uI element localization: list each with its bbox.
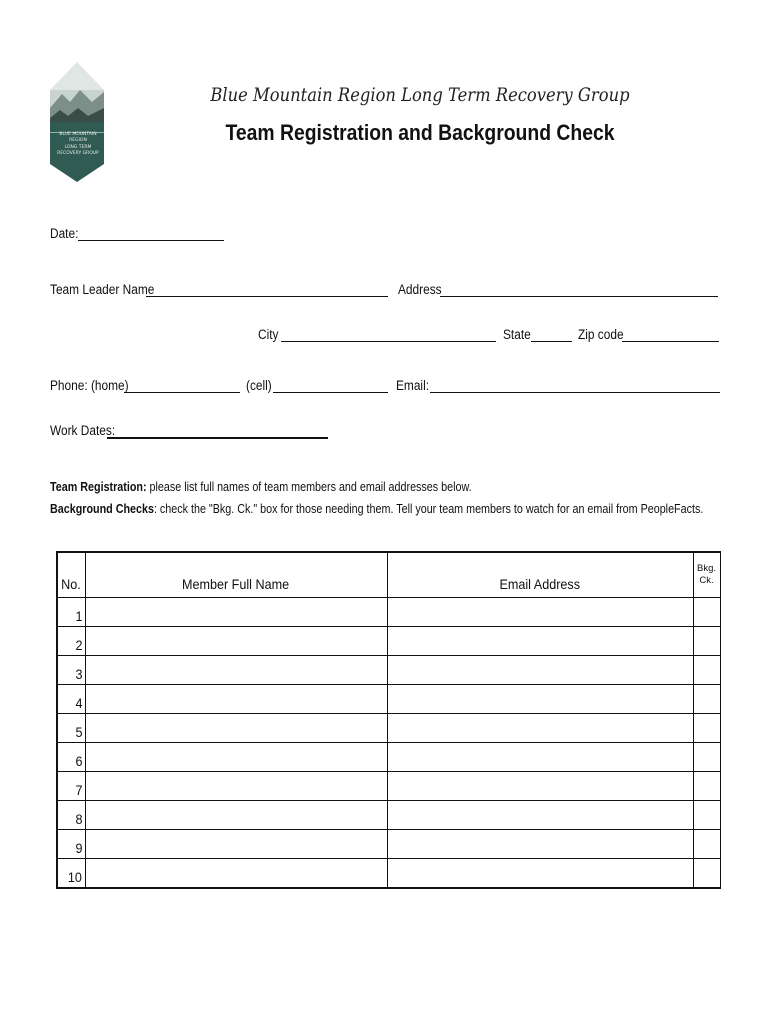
table-row (57, 627, 720, 656)
date-field[interactable] (78, 240, 224, 241)
address-field[interactable] (440, 296, 718, 297)
background-check-text: : check the "Bkg. Ck." box for those needing them. Tell your team members to watch for an email from PeopleFacts. (153, 502, 704, 516)
member-name-cell[interactable] (85, 772, 387, 801)
member-name-cell[interactable] (85, 859, 387, 889)
table-row (57, 656, 720, 685)
team-registration-text: please list full names of team members and email addresses below. (146, 480, 472, 494)
member-name-cell[interactable] (85, 685, 387, 714)
state-label: State (503, 327, 531, 342)
background-check-instructions (50, 502, 703, 516)
email-cell[interactable] (387, 859, 693, 889)
phone-home-label: Phone: (home) (50, 378, 129, 393)
table-row (57, 714, 720, 743)
email-cell[interactable] (387, 685, 693, 714)
bkg-check-box[interactable] (693, 830, 720, 859)
background-check-heading: Background Checks (50, 502, 154, 516)
email-cell[interactable] (387, 772, 693, 801)
member-name-cell[interactable] (85, 656, 387, 685)
logo-emblem (46, 62, 108, 182)
team-leader-field[interactable] (146, 296, 388, 297)
member-name-cell[interactable] (85, 598, 387, 627)
team-registration-heading: Team Registration: (50, 480, 147, 494)
team-leader-label: Team Leader Name (50, 282, 155, 297)
table-row (57, 859, 720, 889)
email-cell[interactable] (387, 627, 693, 656)
email-field[interactable] (430, 392, 720, 393)
zip-label: Zip code (578, 327, 624, 342)
email-label: Email: (396, 378, 430, 393)
row-number: 9 (57, 830, 85, 859)
phone-cell-field[interactable] (273, 392, 388, 393)
email-cell[interactable] (387, 830, 693, 859)
member-name-cell[interactable] (85, 714, 387, 743)
work-dates-field[interactable] (107, 437, 328, 439)
date-label: Date: (50, 226, 79, 241)
email-cell[interactable] (387, 656, 693, 685)
bkg-check-box[interactable] (693, 627, 720, 656)
row-number: 1 (57, 598, 85, 627)
row-number: 4 (57, 685, 85, 714)
table-row (57, 598, 720, 627)
address-label: Address (398, 282, 442, 297)
phone-home-field[interactable] (124, 392, 240, 393)
table-header-row (57, 552, 720, 598)
bkg-check-box[interactable] (693, 859, 720, 889)
table-row (57, 772, 720, 801)
bkg-check-box[interactable] (693, 743, 720, 772)
logo-text-line1: BLUE MOUNTAIN REGION (59, 132, 97, 144)
phone-cell-label: (cell) (246, 378, 272, 393)
table-row (57, 830, 720, 859)
row-number: 7 (57, 772, 85, 801)
column-header-no: No. (57, 552, 85, 598)
bkg-check-box[interactable] (693, 685, 720, 714)
team-members-table (56, 551, 721, 889)
bkg-check-box[interactable] (693, 656, 720, 685)
table-row (57, 743, 720, 772)
column-header-email: Email Address (387, 552, 693, 598)
email-cell[interactable] (387, 714, 693, 743)
row-number: 10 (57, 859, 85, 889)
state-field[interactable] (531, 341, 572, 342)
email-cell[interactable] (387, 743, 693, 772)
member-name-cell[interactable] (85, 830, 387, 859)
member-name-cell[interactable] (85, 627, 387, 656)
column-header-bkg-check: Bkg. Ck. (693, 552, 720, 598)
logo (46, 62, 108, 182)
organization-name: Blue Mountain Region Long Term Recovery Group (210, 84, 630, 106)
row-number: 5 (57, 714, 85, 743)
bkg-check-box[interactable] (693, 772, 720, 801)
work-dates-label: Work Dates: (50, 423, 116, 438)
bkg-check-box[interactable] (693, 801, 720, 830)
city-field[interactable] (281, 341, 496, 342)
member-name-cell[interactable] (85, 743, 387, 772)
row-number: 6 (57, 743, 85, 772)
zip-field[interactable] (622, 341, 719, 342)
table-row (57, 801, 720, 830)
email-cell[interactable] (387, 598, 693, 627)
email-cell[interactable] (387, 801, 693, 830)
logo-text-line2: LONG TERM RECOVERY GROUP (57, 144, 99, 156)
page-title: Team Registration and Background Check (225, 120, 615, 145)
row-number: 3 (57, 656, 85, 685)
column-header-member-name: Member Full Name (85, 552, 387, 598)
table-row (57, 685, 720, 714)
bkg-check-box[interactable] (693, 714, 720, 743)
city-label: City (258, 327, 279, 342)
bkg-check-box[interactable] (693, 598, 720, 627)
row-number: 2 (57, 627, 85, 656)
member-name-cell[interactable] (85, 801, 387, 830)
row-number: 8 (57, 801, 85, 830)
team-registration-instructions (50, 480, 472, 494)
